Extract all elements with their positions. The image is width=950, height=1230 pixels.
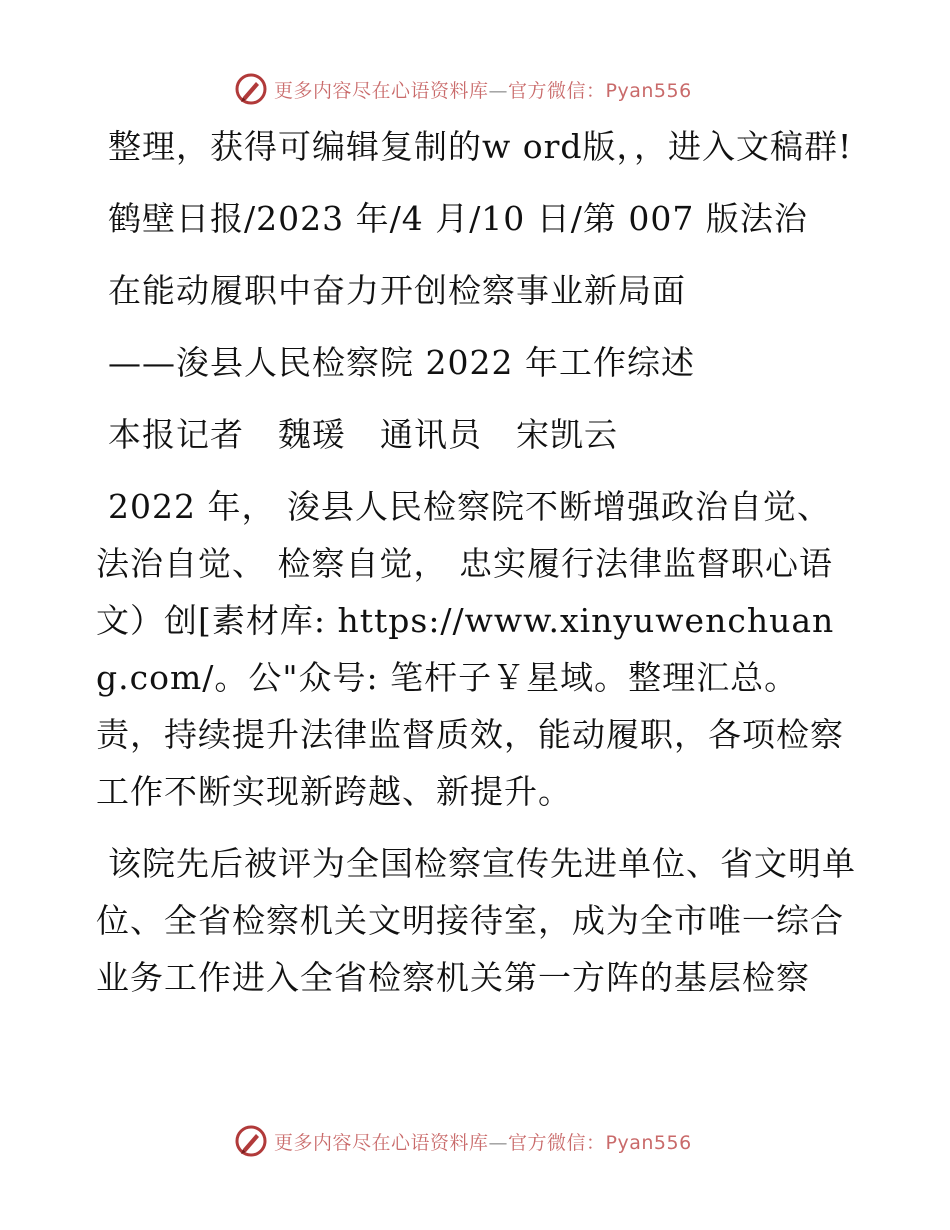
paragraph-intro-note: 整理，获得可编辑复制的w ord版，，进入文稿群!	[108, 127, 853, 166]
banner-separator: —	[488, 79, 509, 102]
header-banner	[234, 72, 692, 106]
banner-promo-text: 更多内容尽在心语资料库	[274, 1131, 489, 1154]
banner-text	[274, 76, 692, 103]
paragraph-byline: 本报记者 魏瑗 通讯员 宋凯云	[108, 415, 618, 454]
pen-logo-icon	[234, 72, 268, 106]
banner-text	[274, 1128, 692, 1155]
banner-wechat-label: 官方微信：	[508, 1131, 606, 1154]
paragraph-body-1: 2022 年， 浚县人民检察院不断增强政治自觉、法治自觉、 检察自觉， 忠实履行法律监督职心语文）创[素材库: https://www.xinyuwenchuang.com/。公"众号: 笔杆子￥星域。整理汇总。责，持续提升法律监督质效，能动履职，各项检察工作不断实现新跨越、新提升。	[96, 487, 844, 811]
document-body	[96, 118, 856, 1021]
paragraph-source-line: 鹤壁日报/2023 年/4 月/10 日/第 007 版法治	[108, 199, 808, 238]
pen-logo-icon	[234, 1124, 268, 1158]
banner-wechat-id: Pyan556	[605, 79, 692, 102]
banner-separator: —	[488, 1131, 509, 1154]
banner-promo-text: 更多内容尽在心语资料库	[274, 79, 489, 102]
footer-banner	[234, 1124, 692, 1158]
paragraph-body-2: 该院先后被评为全国检察宣传先进单位、省文明单位、全省检察机关文明接待室，成为全市唯一综合业务工作进入全省检察机关第一方阵的基层检察	[96, 844, 856, 997]
paragraph-subtitle: ——浚县人民检察院 2022 年工作综述	[108, 343, 695, 382]
banner-wechat-label: 官方微信：	[508, 79, 606, 102]
banner-wechat-id: Pyan556	[605, 1131, 692, 1154]
paragraph-title: 在能动履职中奋力开创检察事业新局面	[108, 271, 686, 310]
